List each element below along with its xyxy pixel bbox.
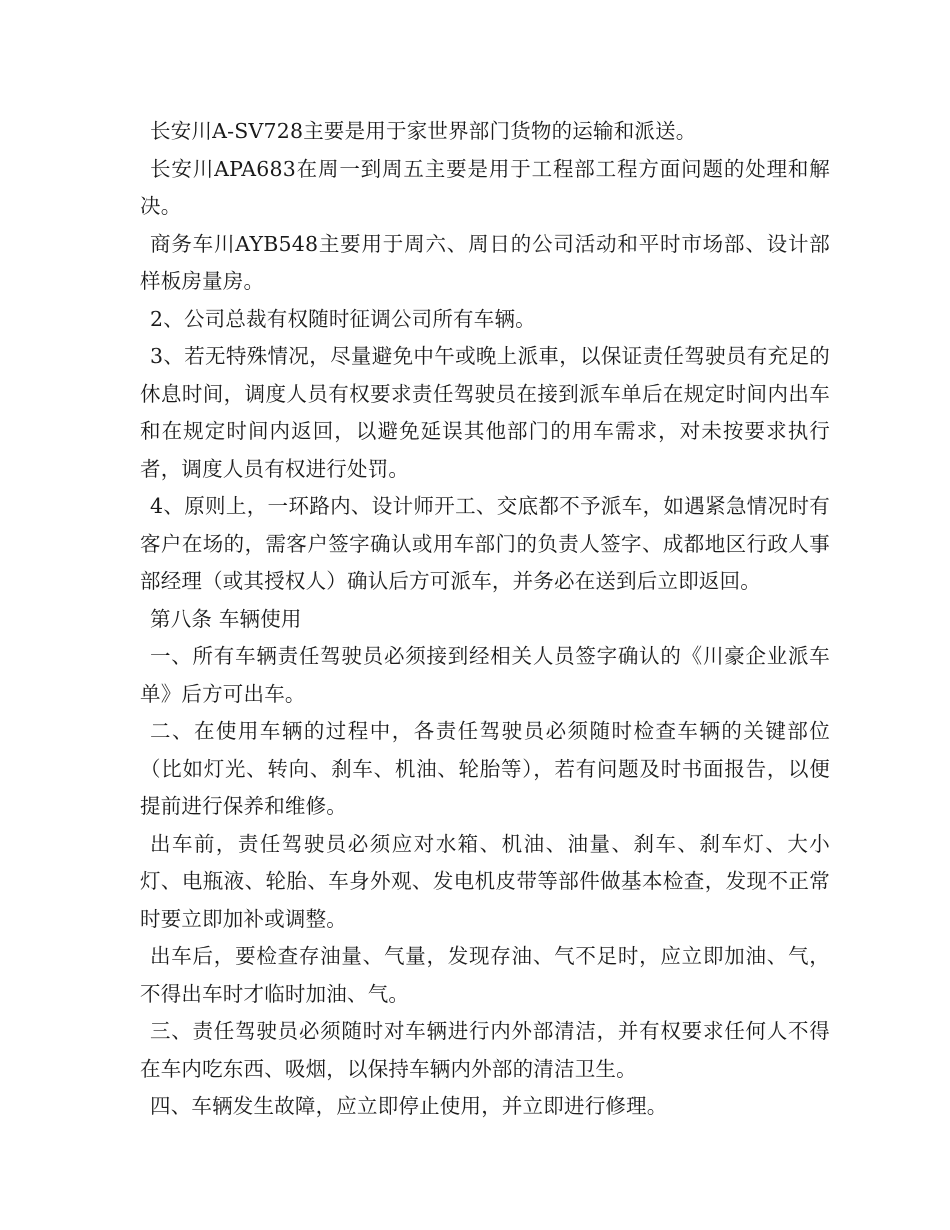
paragraph-rule-4: 4、原则上，一环路内、设计师开工、交底都不予派车，如遇紧急情况时有客户在场的，需客户签字确认或用车部门的负责人签字、成都地区行政人事部经理（或其授权人）确认后方可派车，并务必在送到后立即返回。 bbox=[140, 494, 830, 593]
paragraph-vehicle-ayb548: 商务车川AYB548主要用于周六、周日的公司活动和平时市场部、设计部样板房量房。 bbox=[140, 231, 830, 293]
section-heading-article-8: 第八条 车辆使用 bbox=[150, 606, 302, 631]
paragraph-post-departure-check: 出车后，要检查存油量、气量，发现存油、气不足时，应立即加油、气，不得出车时才临时加油、气。 bbox=[140, 944, 830, 1006]
paragraph-item-1: 一、所有车辆责任驾驶员必须接到经相关人员签字确认的《川豪企业派车单》后方可出车。 bbox=[140, 644, 830, 706]
paragraph-rule-3: 3、若无特殊情况，尽量避免中午或晚上派車，以保证责任驾驶员有充足的休息时间，调度人员有权要求责任驾驶员在接到派车单后在规定时间内出车和在规定时间内返回，以避免延误其他部门的用车需求，对未按要求执行者，调度人员有权进行处罚。 bbox=[140, 344, 830, 481]
paragraph-pre-departure-check: 出车前，责任驾驶员必须应对水箱、机油、油量、刹车、刹车灯、大小灯、电瓶液、轮胎、车身外观、发电机皮带等部件做基本检查，发现不正常时要立即加补或调整。 bbox=[140, 831, 830, 931]
paragraph-vehicle-a-sv728: 长安川A-SV728主要是用于家世界部门货物的运输和派送。 bbox=[150, 119, 697, 143]
document-body bbox=[140, 113, 830, 1126]
paragraph-vehicle-apa683: 长安川APA683在周一到周五主要是用于工程部工程方面问题的处理和解决。 bbox=[140, 156, 830, 218]
paragraph-item-2: 二、在使用车辆的过程中，各责任驾驶员必须随时检查车辆的关键部位（比如灯光、转向、刹车、机油、轮胎等），若有问题及时书面报告，以便提前进行保养和维修。 bbox=[140, 719, 830, 818]
paragraph-item-4: 四、车辆发生故障，应立即停止使用，并立即进行修理。 bbox=[150, 1094, 668, 1118]
paragraph-item-3: 三、责任驾驶员必须随时对车辆进行内外部清洁，并有权要求任何人不得在车内吃东西、吸烟，以保持车辆内外部的清洁卫生。 bbox=[140, 1019, 830, 1081]
paragraph-rule-2: 2、公司总裁有权随时征调公司所有车辆。 bbox=[150, 306, 536, 331]
